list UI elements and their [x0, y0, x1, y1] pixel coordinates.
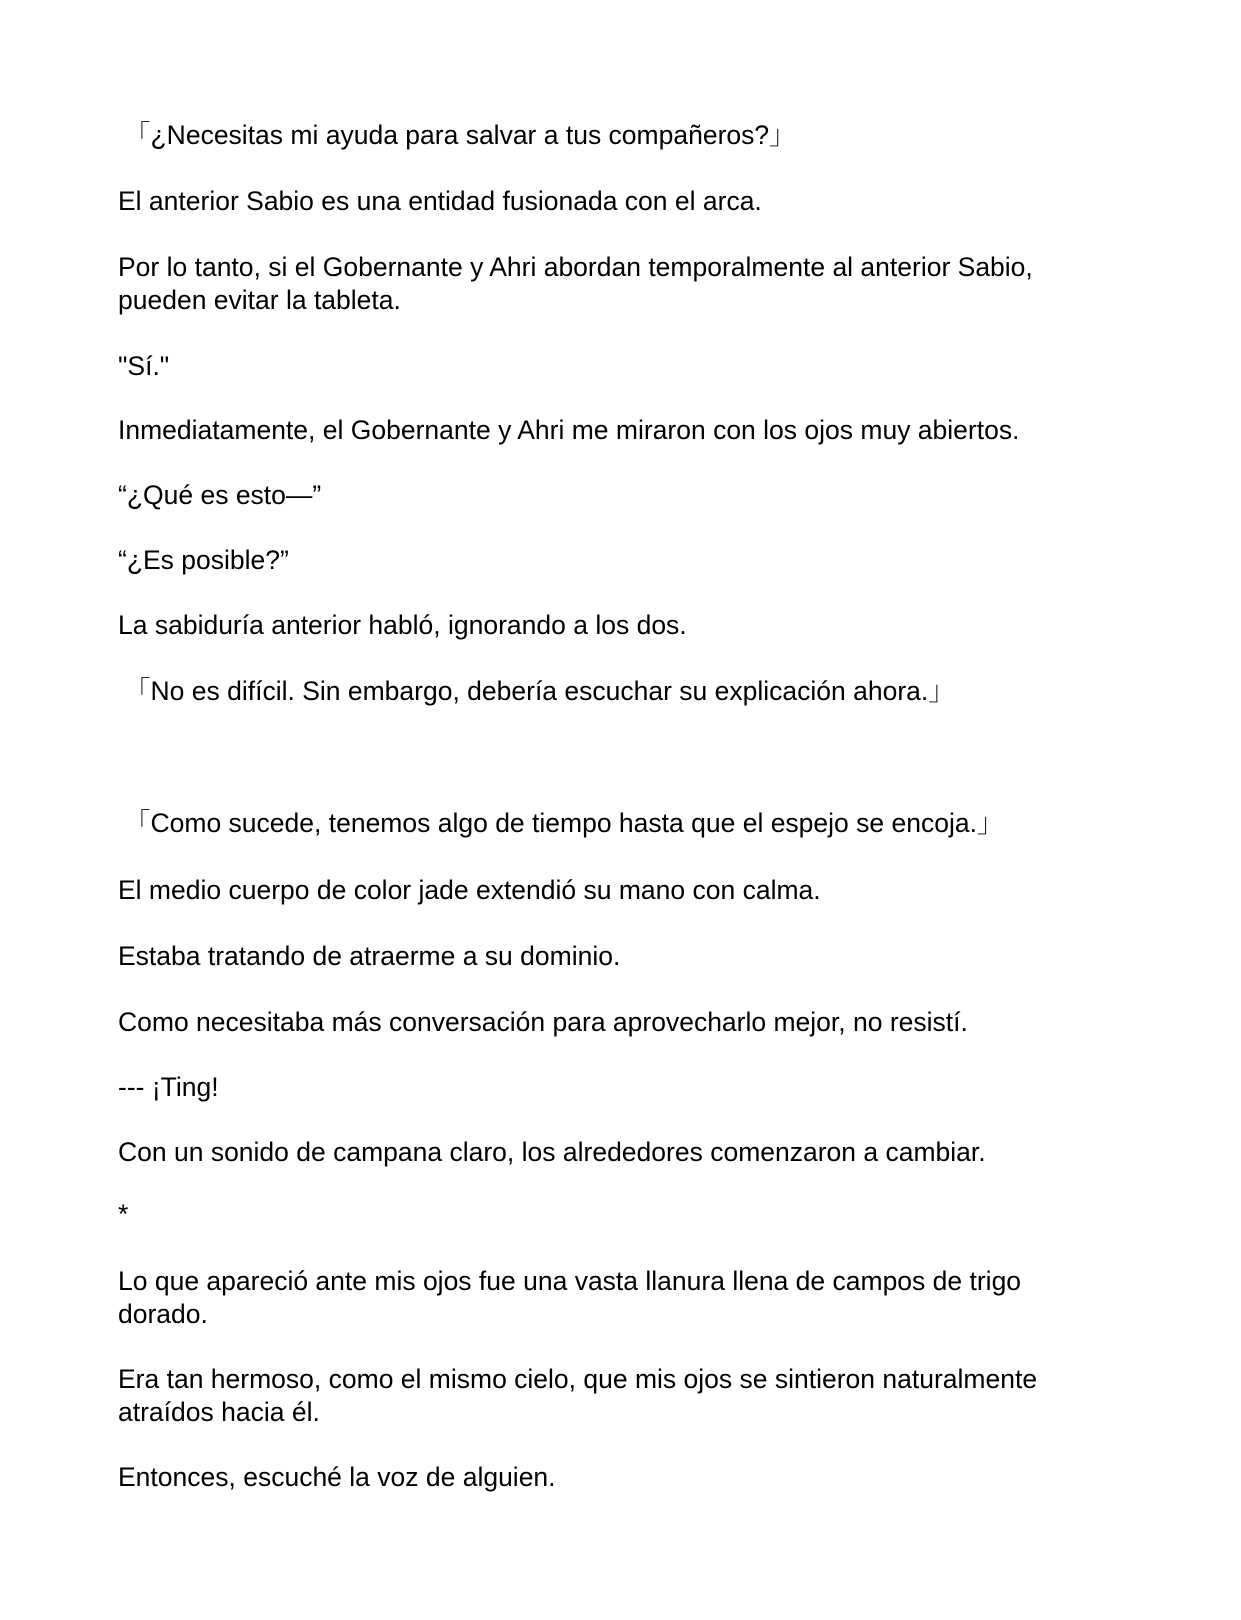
paragraph: Inmediatamente, el Gobernante y Ahri me miraron con los ojos muy abiertos. — [118, 415, 1020, 445]
dialogue-line: “¿Qué es esto—” — [118, 480, 322, 510]
paragraph: Estaba tratando de atraerme a su dominio. — [118, 941, 621, 971]
scene-break: * — [118, 1199, 129, 1229]
paragraph: Como necesitaba más conversación para aprovecharlo mejor, no resistí. — [118, 1007, 968, 1037]
paragraph: atraídos hacia él. — [118, 1397, 320, 1427]
paragraph: La sabiduría anterior habló, ignorando a los dos. — [118, 610, 687, 640]
paragraph: Con un sonido de campana claro, los alrededores comenzaron a cambiar. — [118, 1137, 986, 1167]
paragraph: El medio cuerpo de color jade extendió su mano con calma. — [118, 875, 821, 905]
paragraph: Lo que apareció ante mis ojos fue una vasta llanura llena de campos de trigo — [118, 1266, 1022, 1296]
dialogue-line: 「¿Necesitas mi ayuda para salvar a tus compañeros?」 — [124, 120, 796, 150]
dialogue-line: 「Como sucede, tenemos algo de tiempo hasta que el espejo se encoja.」 — [124, 808, 1004, 838]
paragraph: Era tan hermoso, como el mismo cielo, que mis ojos se sintieron naturalmente — [118, 1364, 1038, 1394]
paragraph: dorado. — [118, 1299, 208, 1329]
dialogue-line: "Sí." — [118, 351, 170, 381]
dialogue-line: 「No es difícil. Sin embargo, debería escuchar su explicación ahora.」 — [124, 676, 955, 706]
paragraph: --- ¡Ting! — [118, 1072, 219, 1102]
paragraph: Por lo tanto, si el Gobernante y Ahri abordan temporalmente al anterior Sabio, — [118, 252, 1033, 282]
paragraph: Entonces, escuché la voz de alguien. — [118, 1462, 556, 1492]
paragraph: El anterior Sabio es una entidad fusionada con el arca. — [118, 186, 762, 216]
paragraph: pueden evitar la tableta. — [118, 285, 401, 315]
dialogue-line: “¿Es posible?” — [118, 545, 289, 575]
